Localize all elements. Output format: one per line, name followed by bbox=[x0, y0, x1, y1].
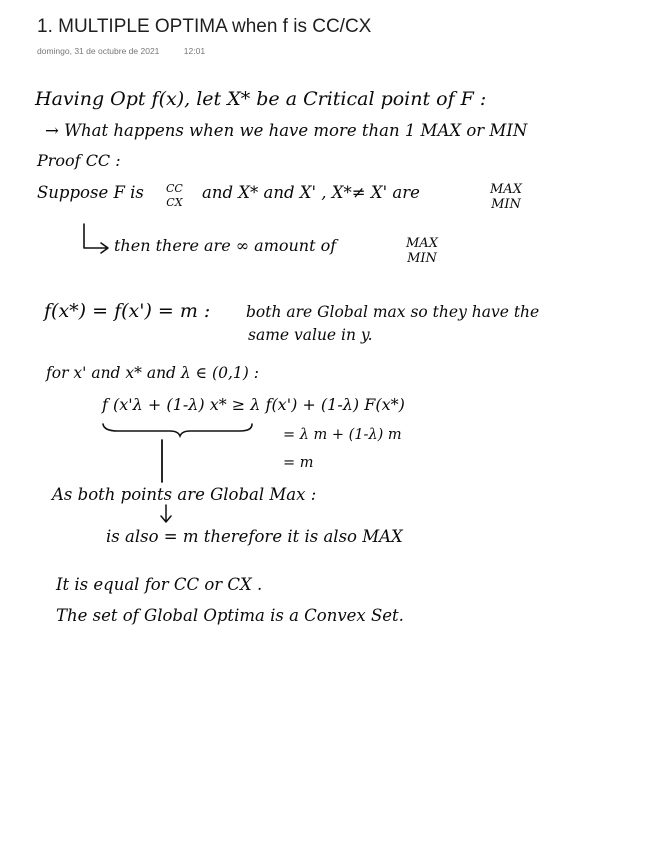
note-line-4-mid: and X* and X' , X*≠ X' are bbox=[202, 183, 420, 202]
note-line-5: then there are ∞ amount of bbox=[114, 236, 337, 255]
equation-step-1: = λ m + (1-λ) m bbox=[283, 427, 402, 443]
min-label-2: MIN bbox=[407, 251, 437, 266]
page-meta bbox=[37, 46, 205, 56]
note-line-4-prefix: Suppose F is bbox=[37, 183, 144, 202]
cc-label: CC bbox=[166, 182, 183, 195]
max-min-stack-2 bbox=[406, 237, 438, 265]
equation-fx: f(x*) = f(x') = m : bbox=[44, 300, 211, 322]
page-time: 12:01 bbox=[183, 46, 206, 56]
down-arrow-icon bbox=[161, 505, 171, 522]
cc-cx-stack bbox=[166, 183, 183, 208]
note-line-1: Having Opt f(x), let X* be a Critical point of F : bbox=[35, 88, 487, 110]
note-line-6a: both are Global max so they have the bbox=[246, 303, 540, 321]
note-line-11: As both points are Global Max : bbox=[52, 485, 317, 504]
max-min-stack-1 bbox=[490, 183, 522, 211]
underbrace bbox=[103, 424, 252, 436]
min-label: MIN bbox=[491, 197, 521, 212]
l-arrow-icon bbox=[84, 224, 108, 253]
page-date: domingo, 31 de octubre de 2021 bbox=[37, 46, 160, 56]
note-line-3: Proof CC : bbox=[37, 151, 121, 170]
equation-step-2: = m bbox=[283, 455, 314, 471]
note-line-6b: same value in y. bbox=[248, 326, 373, 344]
note-line-7: for x' and x* and λ ∈ (0,1) : bbox=[46, 364, 259, 382]
max-label: MAX bbox=[490, 182, 522, 197]
note-line-12: is also = m therefore it is also MAX bbox=[106, 527, 403, 546]
note-line-2: → What happens when we have more than 1 MAX or MIN bbox=[45, 121, 528, 140]
page-title: 1. MULTIPLE OPTIMA when f is CC/CX bbox=[37, 16, 372, 37]
cx-label: CX bbox=[166, 196, 183, 209]
equation-inequality: f (x'λ + (1-λ) x* ≥ λ f(x') + (1-λ) F(x*) bbox=[102, 395, 405, 414]
max-label-2: MAX bbox=[406, 236, 438, 251]
note-line-13: It is equal for CC or CX . bbox=[56, 575, 263, 594]
note-line-14: The set of Global Optima is a Convex Set. bbox=[56, 606, 404, 625]
